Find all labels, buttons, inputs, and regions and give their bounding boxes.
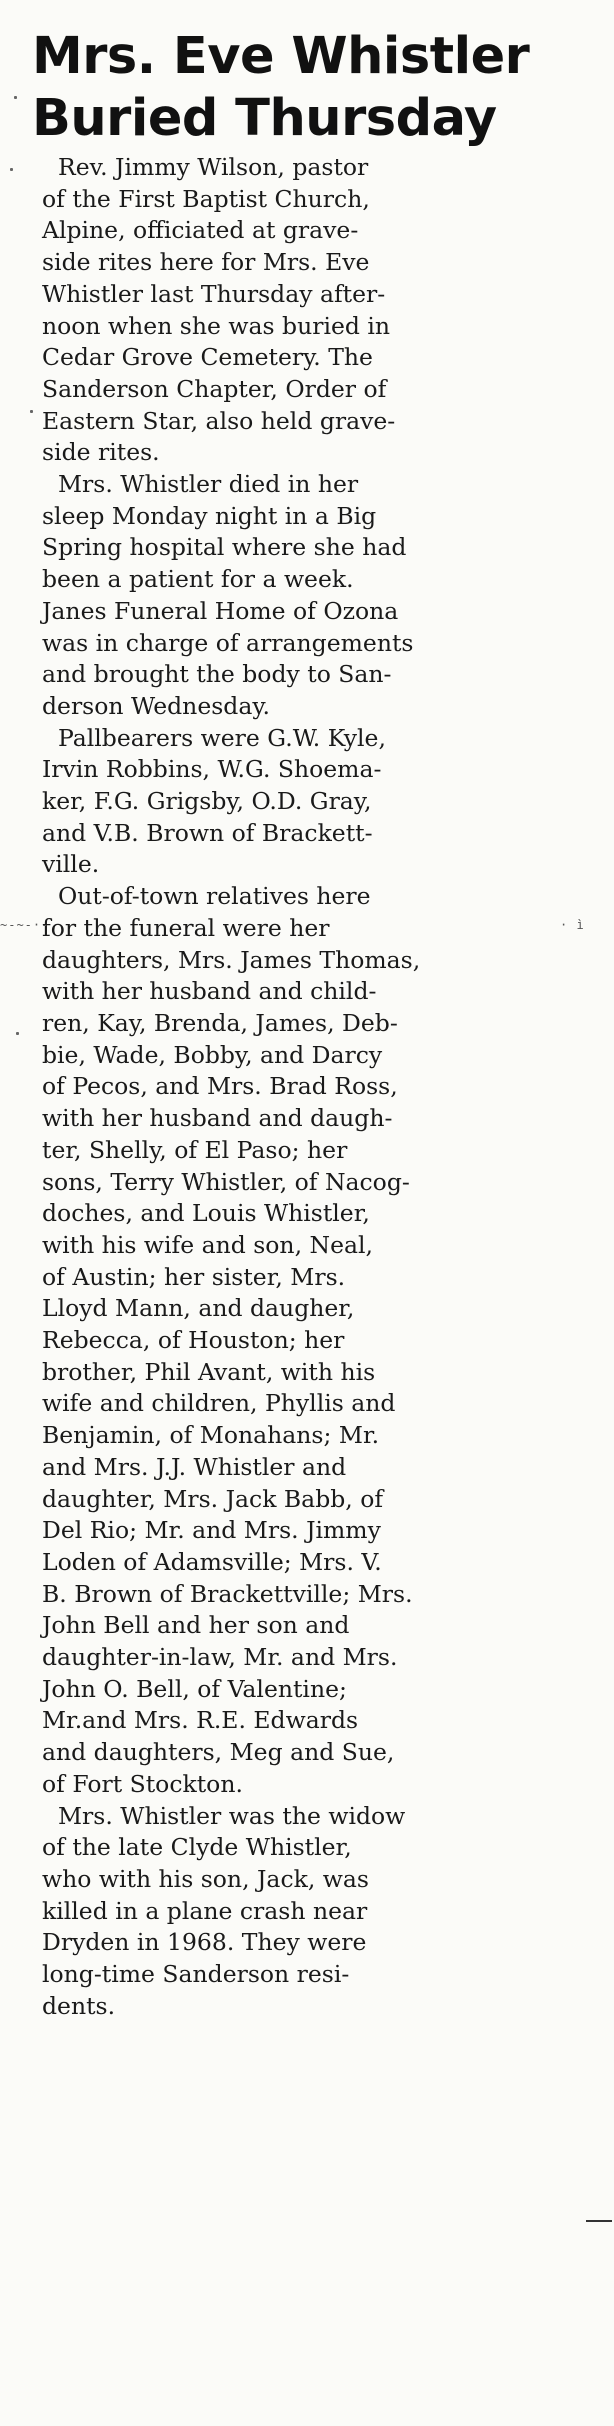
article-line: daughters, Mrs. James Thomas, [42, 945, 421, 974]
article-line: noon when she was buried in [42, 311, 391, 340]
article-line: brother, Phil Avant, with his [42, 1357, 376, 1386]
article-line: of Fort Stockton. [42, 1769, 243, 1798]
article-line: dents. [42, 1991, 116, 2020]
article-paragraph [42, 723, 582, 882]
article-line: Irvin Robbins, W.G. Shoema- [42, 755, 382, 784]
article-line: Janes Funeral Home of Ozona [42, 596, 399, 625]
article-line: Whistler last Thursday after- [42, 279, 386, 308]
article-line: sleep Monday night in a Big [42, 501, 377, 530]
article-line: daughter-in-law, Mr. and Mrs. [42, 1643, 398, 1672]
headline-line-1: Mrs. Eve Whistler [32, 27, 530, 86]
print-smudge-mark: ~-~-·- [0, 918, 50, 932]
article-line: for the funeral were her [42, 913, 330, 942]
article-line: side rites here for Mrs. Eve [42, 248, 370, 277]
article-line: was in charge of arrangements [42, 628, 414, 657]
article-line: and daughters, Meg and Sue, [42, 1738, 395, 1767]
article-line: ville. [42, 850, 100, 879]
article-line: Spring hospital where she had [42, 533, 407, 562]
article-line: of Austin; her sister, Mrs. [42, 1262, 346, 1291]
article-line: Sanderson Chapter, Order of [42, 374, 387, 403]
article-line: of Pecos, and Mrs. Brad Ross, [42, 1072, 398, 1101]
article-line: Rev. Jimmy Wilson, pastor [58, 153, 369, 181]
print-smudge-mark: · ì [560, 918, 585, 932]
article-line: Rebecca, of Houston; her [42, 1326, 345, 1355]
margin-rule-mark [586, 2220, 612, 2222]
article-line: and V.B. Brown of Brackett- [42, 818, 373, 847]
article-line: Dryden in 1968. They were [42, 1928, 367, 1957]
article-line: Mr.and Mrs. R.E. Edwards [42, 1706, 359, 1735]
article-line: killed in a plane crash near [42, 1896, 368, 1925]
article-line: of the late Clyde Whistler, [42, 1833, 352, 1862]
article-line: Del Rio; Mr. and Mrs. Jimmy [42, 1516, 381, 1545]
article-line: bie, Wade, Bobby, and Darcy [42, 1040, 383, 1069]
article-line: with her husband and child- [42, 977, 377, 1006]
article-line: ren, Kay, Brenda, James, Deb- [42, 1008, 398, 1037]
article-paragraph [42, 1801, 582, 2023]
article-paragraph [42, 469, 582, 723]
article-line: Cedar Grove Cemetery. The [42, 343, 373, 372]
article-line: wife and children, Phyllis and [42, 1389, 396, 1418]
article-paragraph [42, 881, 582, 1800]
article-line: Alpine, officiated at grave- [42, 216, 359, 245]
article-line: and Mrs. J.J. Whistler and [42, 1452, 347, 1481]
article-line: Out-of-town relatives here [58, 882, 371, 911]
article-line: ter, Shelly, of El Paso; her [42, 1135, 348, 1164]
article-line: with his wife and son, Neal, [42, 1230, 373, 1259]
article-line: been a patient for a week. [42, 565, 354, 594]
article-line: B. Brown of Brackettville; Mrs. [42, 1579, 413, 1608]
article-line: side rites. [42, 438, 160, 467]
article-body [42, 152, 582, 2022]
article-line: of the First Baptist Church, [42, 184, 370, 213]
article-line: Pallbearers were G.W. Kyle, [58, 723, 386, 752]
article-line: with her husband and daugh- [42, 1104, 393, 1133]
print-speck [14, 96, 17, 99]
headline-line-2: Buried Thursday [32, 89, 497, 148]
article-line: daughter, Mrs. Jack Babb, of [42, 1484, 384, 1513]
article-line: John Bell and her son and [42, 1611, 350, 1640]
article-line: who with his son, Jack, was [42, 1864, 369, 1893]
article-line: Eastern Star, also held grave- [42, 406, 396, 435]
article-line: doches, and Louis Whistler, [42, 1199, 370, 1228]
article-line: and brought the body to San- [42, 660, 392, 689]
article-line: long-time Sanderson resi- [42, 1960, 350, 1989]
headline [32, 26, 592, 150]
article-line: Benjamin, of Monahans; Mr. [42, 1421, 380, 1450]
article-paragraph [42, 152, 582, 469]
article-line: Mrs. Whistler died in her [58, 470, 359, 499]
article-line: ker, F.G. Grigsby, O.D. Gray, [42, 787, 372, 816]
article-line: Loden of Adamsville; Mrs. V. [42, 1547, 382, 1576]
article-line: derson Wednesday. [42, 691, 270, 720]
print-speck [30, 410, 33, 413]
article-line: Mrs. Whistler was the widow [58, 1801, 406, 1830]
article-line: sons, Terry Whistler, of Nacog- [42, 1167, 410, 1196]
article-line: Lloyd Mann, and daugher, [42, 1294, 355, 1323]
article-line: John O. Bell, of Valentine; [42, 1674, 347, 1703]
print-speck [10, 168, 13, 171]
print-speck [16, 1032, 19, 1035]
